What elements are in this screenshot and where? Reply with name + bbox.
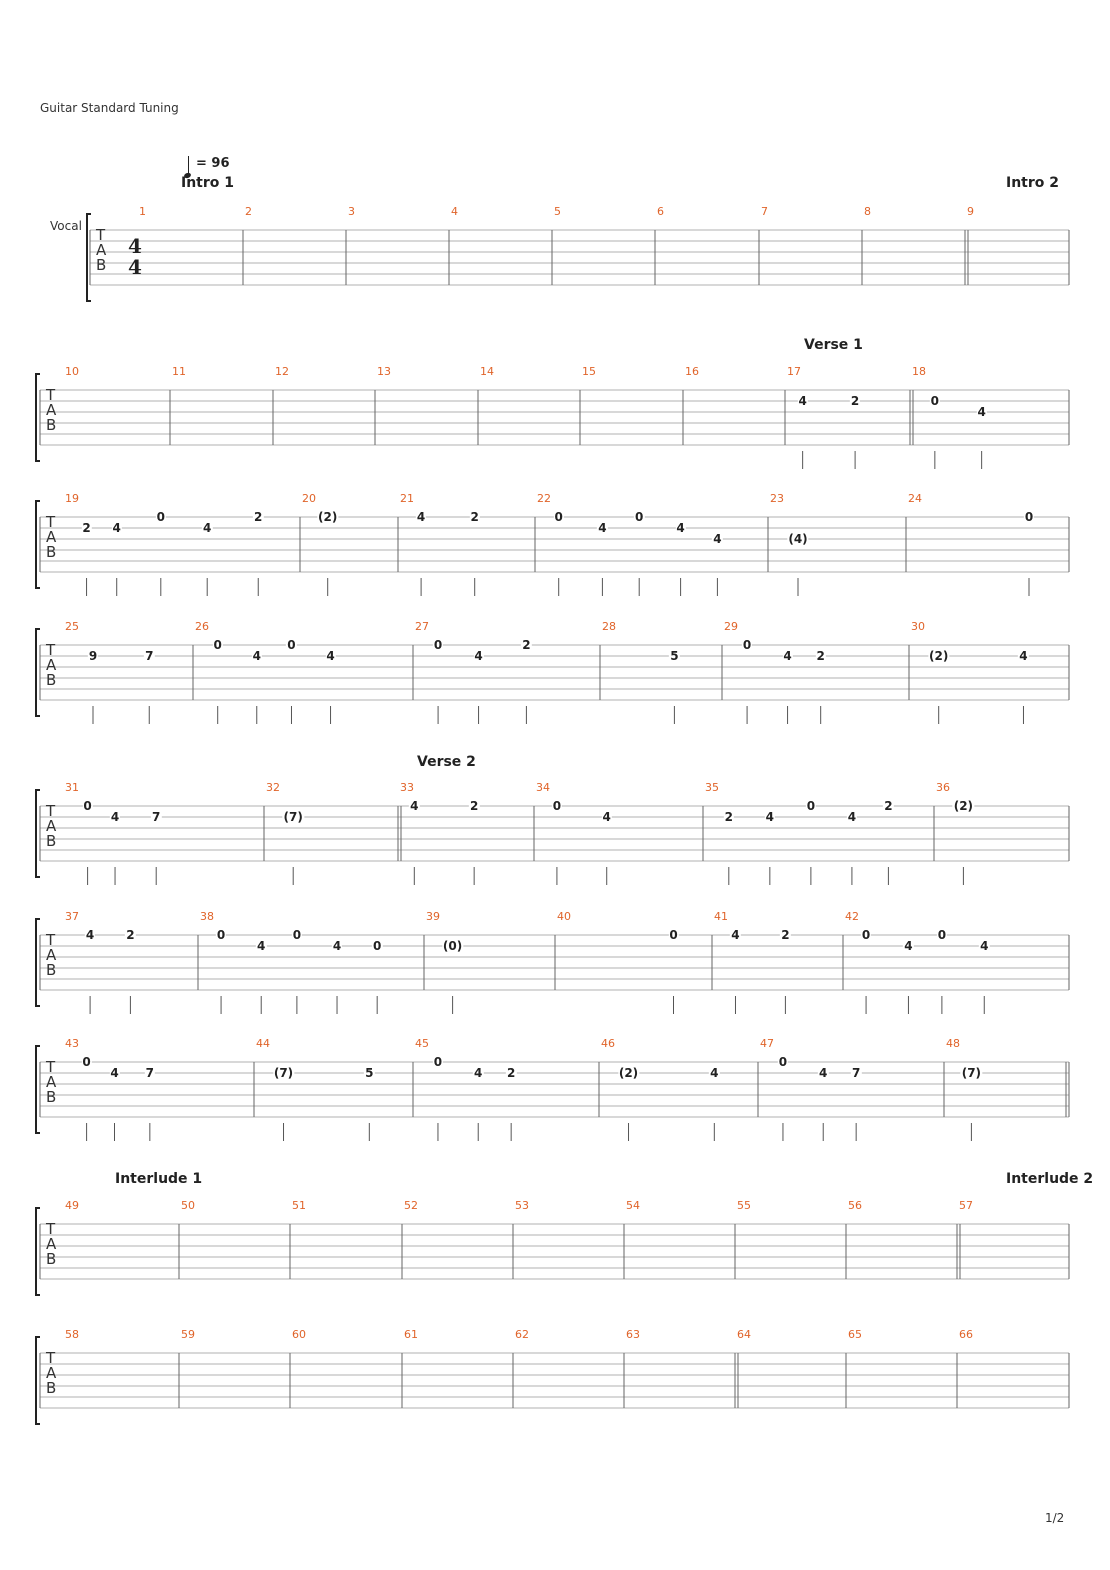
fret-number: 4: [474, 1066, 483, 1080]
measure-number: 29: [724, 620, 738, 633]
measure-number: 63: [626, 1328, 640, 1341]
tab-clef-letter: B: [46, 1088, 57, 1106]
fret-number: 2: [82, 521, 91, 535]
measure-number: 23: [770, 492, 784, 505]
fret-number: 4: [798, 394, 807, 408]
fret-number: 0: [213, 638, 222, 652]
measure-number: 58: [65, 1328, 79, 1341]
fret-number: 2: [850, 394, 860, 408]
section-label: Verse 1: [804, 337, 863, 353]
fret-number: 4: [980, 939, 989, 953]
fret-number: 4: [257, 939, 266, 953]
tab-clef-letter: T: [46, 1058, 56, 1076]
tab-clef-letter: A: [46, 401, 57, 419]
fret-number: 0: [742, 638, 752, 652]
fret-number: 4: [110, 810, 120, 824]
fret-number: 0: [778, 1055, 788, 1069]
measure-number: 65: [848, 1328, 862, 1341]
fret-number: 4: [598, 521, 607, 535]
tab-clef-letter: B: [46, 416, 57, 434]
fret-number: 4: [416, 510, 426, 524]
fret-number: 4: [713, 532, 722, 546]
fret-number: 2: [470, 510, 479, 524]
fret-number: 4: [410, 799, 419, 813]
measure-number: 41: [714, 910, 728, 923]
fret-number: 4: [904, 939, 913, 953]
fret-number: 2: [469, 799, 479, 813]
fret-number: 4: [783, 649, 792, 663]
measure-number: 4: [451, 205, 458, 218]
fret-number: 0: [806, 799, 816, 813]
measure-number: 16: [685, 365, 699, 378]
system-bracket: [36, 1046, 40, 1133]
measure-number: 8: [864, 205, 871, 218]
measure-number: 55: [737, 1199, 751, 1212]
fret-number: 4: [847, 810, 857, 824]
measure-number: 56: [848, 1199, 862, 1212]
tab-clef-letter: T: [96, 226, 106, 244]
fret-number: 4: [85, 928, 95, 942]
fret-number: 4: [710, 1066, 719, 1080]
fret-number: (7): [283, 810, 303, 824]
fret-number: 0: [861, 928, 871, 942]
measure-number: 44: [256, 1037, 270, 1050]
measure-number: 18: [912, 365, 926, 378]
time-signature-digit: 4: [128, 234, 142, 258]
fret-number: 7: [145, 649, 154, 663]
measure-number: 42: [845, 910, 859, 923]
measure-number: 13: [377, 365, 391, 378]
tab-clef-letter: A: [46, 528, 57, 546]
fret-number: 0: [937, 928, 947, 942]
fret-number: 4: [474, 649, 483, 663]
time-signature-digit: 4: [128, 255, 142, 279]
fret-number: 0: [930, 394, 940, 408]
tab-clef-letter: B: [46, 832, 57, 850]
fret-number: 7: [152, 810, 161, 824]
tab-clef-letter: B: [46, 961, 57, 979]
fret-number: 4: [602, 810, 611, 824]
measure-number: 20: [302, 492, 316, 505]
tab-clef-letter: T: [46, 513, 56, 531]
measure-number: 15: [582, 365, 596, 378]
measure-number: 33: [400, 781, 414, 794]
fret-number: 0: [216, 928, 226, 942]
fret-number: 0: [669, 928, 678, 942]
measure-number: 22: [537, 492, 551, 505]
measure-number: 53: [515, 1199, 529, 1212]
measure-number: 43: [65, 1037, 79, 1050]
measure-number: 40: [557, 910, 571, 923]
section-label: Interlude 2: [1006, 1171, 1094, 1187]
measure-number: 32: [266, 781, 280, 794]
measure-number: 25: [65, 620, 79, 633]
page-number: 1/2: [1045, 1511, 1065, 1525]
fret-number: 0: [292, 928, 302, 942]
tab-clef-letter: A: [46, 656, 57, 674]
tab-clef-letter: A: [46, 817, 57, 835]
fret-number: 2: [506, 1066, 516, 1080]
fret-number: 4: [203, 521, 212, 535]
measure-number: 54: [626, 1199, 640, 1212]
fret-number: 0: [82, 1055, 91, 1069]
tab-clef-letter: T: [46, 1349, 56, 1367]
fret-number: (2): [318, 510, 338, 524]
system-bracket: [36, 919, 40, 1006]
measure-number: 57: [959, 1199, 973, 1212]
measure-number: 66: [959, 1328, 973, 1341]
fret-number: 7: [145, 1066, 155, 1080]
section-label: Intro 2: [1006, 175, 1060, 191]
measure-number: 19: [65, 492, 79, 505]
tab-clef-letter: A: [46, 946, 57, 964]
measure-number: 9: [967, 205, 974, 218]
tuning-label: Guitar Standard Tuning: [40, 101, 179, 115]
measure-number: 3: [348, 205, 355, 218]
fret-number: 2: [884, 799, 893, 813]
fret-number: 0: [433, 638, 443, 652]
measure-number: 21: [400, 492, 414, 505]
tempo-label: = 96: [196, 156, 230, 171]
fret-number: (0): [442, 939, 463, 953]
measure-number: 10: [65, 365, 79, 378]
fret-number: 4: [112, 521, 121, 535]
measure-number: 31: [65, 781, 79, 794]
measure-number: 46: [601, 1037, 615, 1050]
system-bracket: [36, 501, 40, 588]
instrument-label: Vocal: [50, 219, 82, 233]
section-label: Intro 1: [181, 175, 235, 191]
tab-clef-letter: B: [46, 1250, 57, 1268]
measure-number: 34: [536, 781, 550, 794]
measure-number: 51: [292, 1199, 306, 1212]
fret-number: 4: [110, 1066, 119, 1080]
measure-number: 28: [602, 620, 616, 633]
section-label: Verse 2: [417, 754, 476, 770]
fret-number: 7: [851, 1066, 861, 1080]
tab-clef-letter: B: [46, 543, 57, 561]
fret-number: (2): [953, 799, 974, 813]
measure-number: 62: [515, 1328, 529, 1341]
measure-number: 24: [908, 492, 922, 505]
section-label: Interlude 1: [115, 1171, 203, 1187]
measure-number: 50: [181, 1199, 195, 1212]
fret-number: 4: [819, 1066, 828, 1080]
measure-number: 59: [181, 1328, 195, 1341]
system-bracket: [36, 629, 40, 716]
fret-number: (4): [788, 532, 808, 546]
fret-number: (2): [618, 1066, 639, 1080]
measure-number: 37: [65, 910, 79, 923]
tab-clef-letter: A: [96, 241, 107, 259]
measure-number: 11: [172, 365, 186, 378]
tab-clef-letter: T: [46, 1220, 56, 1238]
fret-number: 4: [326, 649, 335, 663]
measure-number: 2: [245, 205, 252, 218]
fret-number: 0: [83, 799, 92, 813]
system-bracket: [36, 1208, 40, 1295]
fret-number: 0: [372, 939, 382, 953]
system-bracket: [36, 790, 40, 877]
fret-number: 4: [676, 521, 685, 535]
measure-number: 64: [737, 1328, 751, 1341]
measure-number: 47: [760, 1037, 774, 1050]
fret-number: 9: [88, 649, 98, 663]
fret-number: 4: [1019, 649, 1028, 663]
fret-number: (7): [961, 1066, 982, 1080]
system-bracket: [36, 374, 40, 461]
fret-number: 0: [554, 510, 563, 524]
system-bracket: [36, 1337, 40, 1424]
fret-number: 2: [724, 810, 733, 824]
measure-number: 27: [415, 620, 429, 633]
measure-number: 1: [139, 205, 146, 218]
tab-clef-letter: B: [96, 256, 107, 274]
fret-number: 0: [552, 799, 562, 813]
measure-number: 30: [911, 620, 925, 633]
tab-clef-letter: A: [46, 1073, 57, 1091]
fret-number: 2: [522, 638, 531, 652]
fret-number: 4: [731, 928, 740, 942]
fret-number: 0: [635, 510, 644, 524]
fret-number: 0: [1024, 510, 1034, 524]
measure-number: 6: [657, 205, 664, 218]
tab-clef-letter: T: [46, 386, 56, 404]
measure-number: 14: [480, 365, 494, 378]
measure-number: 61: [404, 1328, 418, 1341]
fret-number: 2: [126, 928, 135, 942]
fret-number: 4: [765, 810, 775, 824]
fret-number: (7): [273, 1066, 294, 1080]
tab-clef-letter: B: [46, 1379, 57, 1397]
measure-number: 52: [404, 1199, 418, 1212]
measure-number: 36: [936, 781, 950, 794]
fret-number: 5: [365, 1066, 374, 1080]
measure-number: 45: [415, 1037, 429, 1050]
tab-clef-letter: T: [46, 641, 56, 659]
measure-number: 12: [275, 365, 289, 378]
measure-number: 48: [946, 1037, 960, 1050]
measure-number: 49: [65, 1199, 79, 1212]
fret-number: 0: [433, 1055, 443, 1069]
measure-number: 39: [426, 910, 440, 923]
measure-number: 35: [705, 781, 719, 794]
measure-number: 38: [200, 910, 214, 923]
fret-number: 0: [287, 638, 296, 652]
measure-number: 17: [787, 365, 801, 378]
measure-number: 7: [761, 205, 768, 218]
fret-number: 0: [156, 510, 165, 524]
fret-number: 4: [252, 649, 261, 663]
measure-number: 60: [292, 1328, 306, 1341]
tab-clef-letter: A: [46, 1235, 57, 1253]
fret-number: 2: [254, 510, 263, 524]
tab-clef-letter: T: [46, 931, 56, 949]
fret-number: 2: [816, 649, 825, 663]
measure-number: 26: [195, 620, 209, 633]
fret-number: 5: [670, 649, 679, 663]
fret-number: (2): [929, 649, 949, 663]
tab-clef-letter: B: [46, 671, 57, 689]
fret-number: 4: [977, 405, 986, 419]
fret-number: 2: [781, 928, 790, 942]
fret-number: 4: [332, 939, 342, 953]
measure-number: 5: [554, 205, 561, 218]
tab-clef-letter: A: [46, 1364, 57, 1382]
tab-clef-letter: T: [46, 802, 56, 820]
